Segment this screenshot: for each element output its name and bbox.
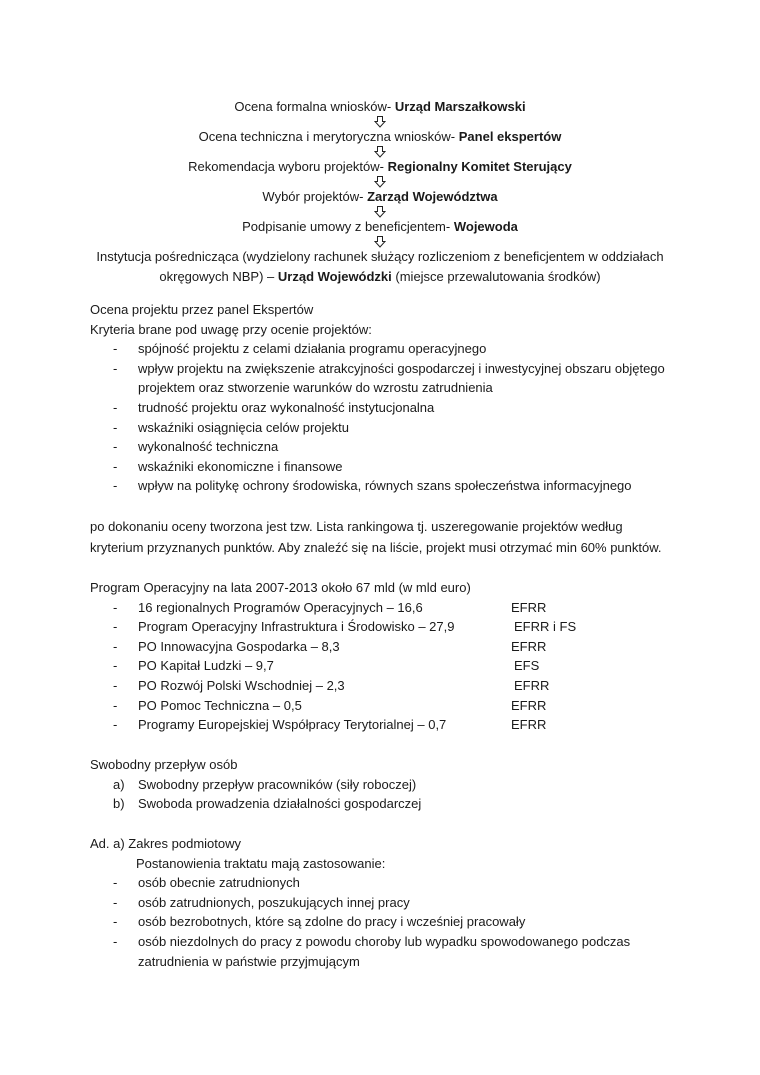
down-arrow-icon <box>0 176 760 187</box>
program-item: - 16 regionalnych Programów Operacyjnych – 16,6 EFRR <box>90 598 690 618</box>
program-item: - Program Operacyjny Infrastruktura i Środowisko – 27,9 EFRR i FS <box>90 617 690 637</box>
list-item: - osób zatrudnionych, poszukujących innej pracy <box>113 894 410 910</box>
scope-section <box>90 834 690 971</box>
down-arrow-icon <box>0 206 760 217</box>
program-item: - PO Rozwój Polski Wschodniej – 2,3 EFRR <box>90 676 690 696</box>
section-heading: Program Operacyjny na lata 2007-2013 około 67 mld (w mld euro) <box>90 580 471 595</box>
fund-label: EFRR <box>511 599 547 615</box>
criteria-intro: Kryteria brane pod uwagę przy ocenie projektów: <box>90 321 372 337</box>
fund-label: EFRR <box>511 697 547 713</box>
flow-final-step: Instytucja pośrednicząca (wydzielony rachunek służący rozliczeniom z beneficjentem w oddziałach okręgowych NBP) – Urząd Wojewódzki (miejsce przewalutowania środków) <box>96 249 664 284</box>
section-heading: Swobodny przepływ osób <box>90 757 238 772</box>
down-arrow-icon <box>0 236 760 247</box>
program-item: - PO Kapitał Ludzki – 9,7 EFS <box>90 656 690 676</box>
down-arrow-icon <box>0 146 760 157</box>
list-item: b) Swoboda prowadzenia działalności gospodarczej <box>113 796 422 812</box>
fund-label: EFRR i FS <box>514 619 577 635</box>
fund-label: EFRR <box>514 677 550 693</box>
section-heading: Ocena projektu przez panel Ekspertów <box>90 302 314 317</box>
list-item: a) Swobodny przepływ pracowników (siły roboczej) <box>113 776 417 792</box>
free-movement-section <box>90 755 690 814</box>
flow-step: Ocena formalna wniosków- Urząd Marszałkowski <box>234 99 526 114</box>
flow-step: Ocena techniczna i merytoryczna wniosków- Panel ekspertów <box>198 129 562 144</box>
list-item: - wykonalność techniczna <box>113 439 279 455</box>
ranking-paragraph: po dokonaniu oceny tworzona jest tzw. Lista rankingowa tj. uszeregowanie projektów według kryterium przyznanych punktów. Aby znaleźć się na liście, projekt musi otrzymać min 60% punktów. <box>90 519 662 555</box>
program-item: - PO Innowacyjna Gospodarka – 8,3 EFRR <box>90 637 690 657</box>
list-item: - osób bezrobotnych, które są zdolne do pracy i wcześniej pracowały <box>113 914 526 930</box>
down-arrow-icon <box>0 116 760 127</box>
program-item: - PO Pomoc Techniczna – 0,5 EFRR <box>90 696 690 716</box>
fund-label: EFS <box>514 658 540 674</box>
list-item: - osób niezdolnych do pracy z powodu choroby lub wypadku spowodowanego podczas zatrudnienia w państwie przyjmującym <box>113 933 631 969</box>
section-heading: Ad. a) Zakres podmiotowy <box>90 836 242 851</box>
criteria-section <box>90 300 690 496</box>
flow-step: Rekomendacja wyboru projektów- Regionalny Komitet Sterujący <box>188 159 572 174</box>
list-item: - wskaźniki ekonomiczne i finansowe <box>113 458 343 474</box>
fund-label: EFRR <box>511 717 547 733</box>
list-item: - osób obecnie zatrudnionych <box>113 875 300 891</box>
list-item: - trudność projektu oraz wykonalność instytucjonalna <box>113 399 435 415</box>
list-item: - wpływ projektu na zwiększenie atrakcyjności gospodarczej i inwestycyjnej obszaru objętego projektem oraz stworzenie warunków do wzrostu zatrudnienia <box>113 360 665 396</box>
flow-step: Wybór projektów- Zarząd Województwa <box>262 189 498 204</box>
program-section <box>90 578 690 735</box>
flow-step: Podpisanie umowy z beneficjentem- Wojewoda <box>242 219 518 234</box>
list-item: - wpływ na politykę ochrony środowiska, równych szans społeczeństwa informacyjnego <box>113 478 632 494</box>
process-flow <box>0 97 760 287</box>
scope-intro: Postanowienia traktatu mają zastosowanie: <box>136 855 386 871</box>
fund-label: EFRR <box>511 638 547 654</box>
list-item: - spójność projektu z celami działania programu operacyjnego <box>113 341 487 357</box>
program-item: - Programy Europejskiej Współpracy Terytorialnej – 0,7 EFRR <box>90 715 690 735</box>
list-item: - wskaźniki osiągnięcia celów projektu <box>113 419 349 435</box>
